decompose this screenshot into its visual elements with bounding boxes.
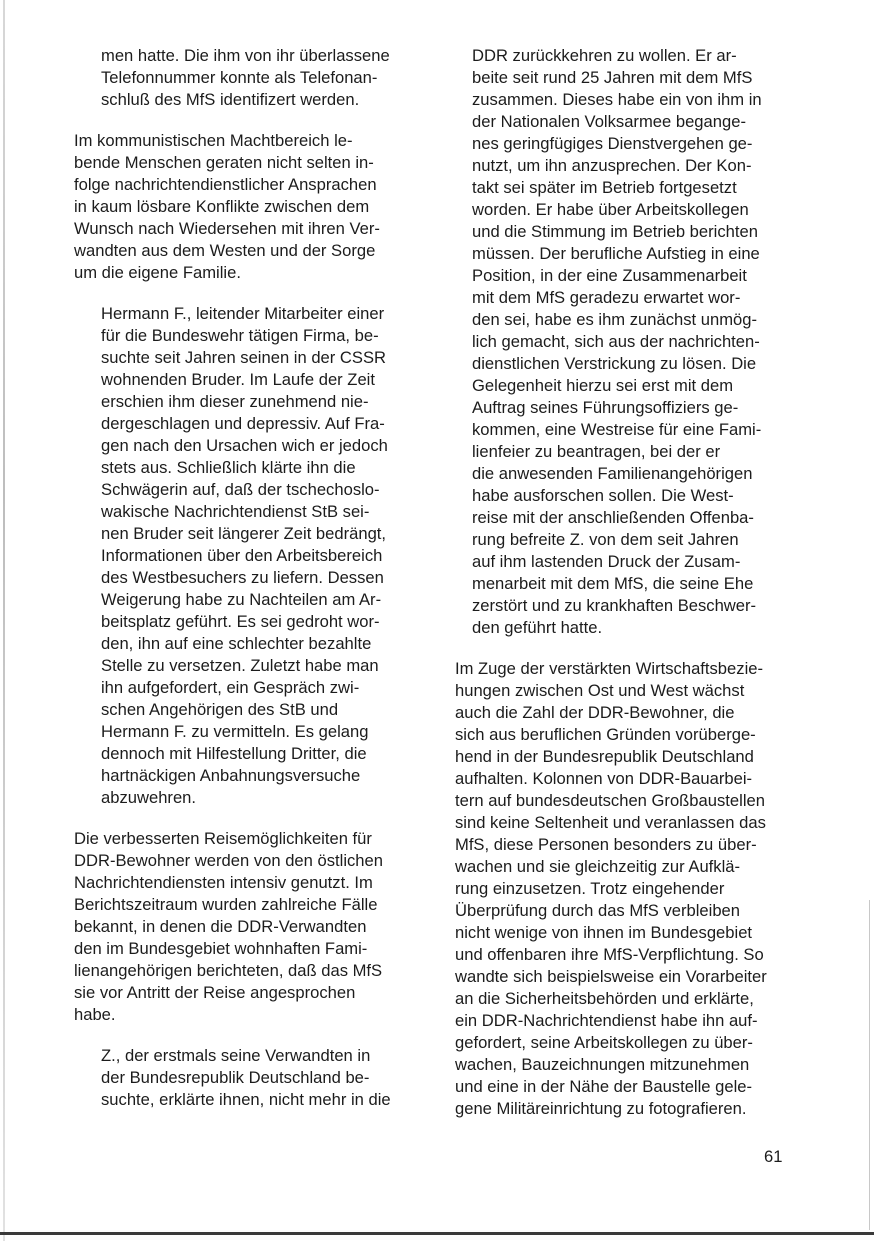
- text-line: der Bundesrepublik Deutschland be-: [101, 1068, 370, 1087]
- text-line: Die verbesserten Reisemöglichkeiten für: [74, 829, 372, 848]
- text-line: tern auf bundesdeutschen Großbaustellen: [455, 791, 765, 810]
- text-line: Wunsch nach Wiedersehen mit ihren Ver-: [74, 219, 380, 238]
- text-line: takt sei später im Betrieb fortgesetzt: [472, 178, 737, 197]
- text-line: Schwägerin auf, daß der tschechoslo-: [101, 480, 380, 499]
- text-line: rung befreite Z. von dem seit Jahren: [472, 530, 739, 549]
- text-line: erschien ihm dieser zunehmend nie-: [101, 392, 369, 411]
- text-line: gene Militäreinrichtung zu fotografieren.: [455, 1099, 747, 1118]
- text-line: DDR-Bewohner werden von den östlichen: [74, 851, 383, 870]
- text-line: menarbeit mit dem MfS, die seine Ehe: [472, 574, 754, 593]
- text-line: Weigerung habe zu Nachteilen am Ar-: [101, 590, 382, 609]
- text-line: Hermann F., leitender Mitarbeiter einer: [101, 304, 385, 323]
- text-line: der Nationalen Volksarmee begange-: [472, 112, 746, 131]
- text-line: Überprüfung durch das MfS verbleiben: [455, 901, 741, 920]
- text-line: bekannt, in denen die DDR-Verwandten: [74, 917, 367, 936]
- text-line: auch die Zahl der DDR-Bewohner, die: [455, 703, 735, 722]
- text-line: men hatte. Die ihm von ihr überlassene: [101, 46, 390, 65]
- text-line: Gelegenheit hierzu sei erst mit dem: [472, 376, 734, 395]
- text-line: schluß des MfS identifizert werden.: [101, 90, 360, 109]
- text-line: abzuwehren.: [101, 788, 197, 807]
- text-line: stets aus. Schließlich klärte ihn die: [101, 458, 356, 477]
- text-line: dienstlichen Verstrickung zu lösen. Die: [472, 354, 757, 373]
- text-line: dergeschlagen und depressiv. Auf Fra-: [101, 414, 385, 433]
- text-line: mit dem MfS geradezu erwartet wor-: [472, 288, 741, 307]
- text-line: Hermann F. zu vermitteln. Es gelang: [101, 722, 369, 741]
- text-line: ein DDR-Nachrichtendienst habe ihn auf-: [455, 1011, 758, 1030]
- text-line: hend in der Bundesrepublik Deutschland: [455, 747, 754, 766]
- text-line: Berichtszeitraum wurden zahlreiche Fälle: [74, 895, 378, 914]
- text-line: hungen zwischen Ost und West wächst: [455, 681, 745, 700]
- text-line: MfS, diese Personen besonders zu über-: [455, 835, 757, 854]
- body-paragraph: [74, 130, 419, 284]
- text-line: und offenbaren ihre MfS-Verpflichtung. So: [455, 945, 764, 964]
- text-line: wandte sich beispielsweise ein Vorarbeiter: [455, 967, 767, 986]
- text-line: sich aus beruflichen Gründen vorüberge-: [455, 725, 756, 744]
- text-line: lienfeier zu beantragen, bei der er: [472, 442, 721, 461]
- text-line: müssen. Der berufliche Aufstieg in eine: [472, 244, 760, 263]
- text-line: bende Menschen geraten nicht selten in-: [74, 153, 374, 172]
- text-line: aufhalten. Kolonnen von DDR-Bauarbei-: [455, 769, 753, 788]
- text-line: den sei, habe es ihm zunächst unmög-: [472, 310, 758, 329]
- right-column: [455, 45, 790, 1120]
- text-line: den im Bundesgebiet wohnhaften Fami-: [74, 939, 368, 958]
- text-line: Im Zuge der verstärkten Wirtschaftsbezie-: [455, 659, 764, 678]
- text-line: wakische Nachrichtendienst StB sei-: [101, 502, 370, 521]
- text-line: kommen, eine Westreise für eine Fami-: [472, 420, 762, 439]
- text-line: gefordert, seine Arbeitskollegen zu über-: [455, 1033, 753, 1052]
- text-line: Stelle zu versetzen. Zuletzt habe man: [101, 656, 379, 675]
- text-line: in kaum lösbare Konflikte zwischen dem: [74, 197, 370, 216]
- scan-edge-left: [3, 0, 5, 1241]
- scan-edge-bottom: [0, 1232, 874, 1235]
- text-line: gen nach den Ursachen wich er jedoch: [101, 436, 388, 455]
- text-line: sie vor Antritt der Reise angesprochen: [74, 983, 356, 1002]
- text-line: Auftrag seines Führungsoffiziers ge-: [472, 398, 739, 417]
- text-line: um die eigene Familie.: [74, 263, 241, 282]
- text-line: wachen und sie gleichzeitig zur Aufklä-: [455, 857, 741, 876]
- text-line: Nachrichtendiensten intensiv genutzt. Im: [74, 873, 373, 892]
- text-line: zerstört und zu krankhaften Beschwer-: [472, 596, 757, 615]
- body-paragraph: [455, 658, 790, 1120]
- text-line: wachen, Bauzeichnungen mitzunehmen: [455, 1055, 750, 1074]
- text-line: an die Sicherheitsbehörden und erklärte,: [455, 989, 754, 1008]
- text-line: schen Angehörigen des StB und: [101, 700, 339, 719]
- text-line: Telefonnummer konnte als Telefonan-: [101, 68, 378, 87]
- text-line: habe ausforschen sollen. Die West-: [472, 486, 734, 505]
- text-line: reise mit der anschließenden Offenba-: [472, 508, 754, 527]
- left-column: [74, 45, 419, 1111]
- body-paragraph: [74, 828, 419, 1026]
- case-paragraph: [101, 1045, 419, 1111]
- text-line: die anwesenden Familienangehörigen: [472, 464, 753, 483]
- case-paragraph: [101, 45, 419, 111]
- text-line: rung einzusetzen. Trotz eingehender: [455, 879, 725, 898]
- text-line: Im kommunistischen Machtbereich le-: [74, 131, 353, 150]
- scan-edge-right: [869, 900, 870, 1230]
- text-line: suchte, erklärte ihnen, nicht mehr in die: [101, 1090, 391, 1109]
- text-line: und eine in der Nähe der Baustelle gele-: [455, 1077, 753, 1096]
- text-line: folge nachrichtendienstlicher Ansprachen: [74, 175, 377, 194]
- text-line: ihn aufgefordert, ein Gespräch zwi-: [101, 678, 360, 697]
- text-line: suchte seit Jahren seinen in der CSSR: [101, 348, 387, 367]
- text-line: worden. Er habe über Arbeitskollegen: [472, 200, 749, 219]
- text-line: auf ihm lastenden Druck der Zusam-: [472, 552, 741, 571]
- text-line: habe.: [74, 1005, 116, 1024]
- text-line: des Westbesuchers zu liefern. Dessen: [101, 568, 384, 587]
- text-line: nicht wenige von ihnen im Bundesgebiet: [455, 923, 753, 942]
- text-line: beitsplatz geführt. Es sei gedroht wor-: [101, 612, 380, 631]
- text-line: wohnenden Bruder. Im Laufe der Zeit: [101, 370, 375, 389]
- text-line: DDR zurückkehren zu wollen. Er ar-: [472, 46, 737, 65]
- case-paragraph: [472, 45, 790, 639]
- text-line: wandten aus dem Westen und der Sorge: [74, 241, 376, 260]
- text-line: Z., der erstmals seine Verwandten in: [101, 1046, 371, 1065]
- text-line: hartnäckigen Anbahnungsversuche: [101, 766, 361, 785]
- text-line: und die Stimmung im Betrieb berichten: [472, 222, 758, 241]
- text-line: zusammen. Dieses habe ein von ihm in: [472, 90, 762, 109]
- text-line: sind keine Seltenheit und veranlassen das: [455, 813, 766, 832]
- text-line: Position, in der eine Zusammenarbeit: [472, 266, 747, 285]
- text-line: nen Bruder seit längerer Zeit bedrängt,: [101, 524, 387, 543]
- text-line: lienangehörigen berichteten, daß das MfS: [74, 961, 383, 980]
- text-line: den, ihn auf eine schlechter bezahlte: [101, 634, 372, 653]
- text-line: für die Bundeswehr tätigen Firma, be-: [101, 326, 379, 345]
- text-line: lich gemacht, sich aus der nachrichten-: [472, 332, 760, 351]
- case-paragraph: [101, 303, 419, 809]
- text-line: beite seit rund 25 Jahren mit dem MfS: [472, 68, 753, 87]
- text-line: Informationen über den Arbeitsbereich: [101, 546, 383, 565]
- text-line: den geführt hatte.: [472, 618, 603, 637]
- text-line: dennoch mit Hilfestellung Dritter, die: [101, 744, 367, 763]
- text-line: nes geringfügiges Dienstvergehen ge-: [472, 134, 753, 153]
- text-line: nutzt, um ihn anzusprechen. Der Kon-: [472, 156, 752, 175]
- page-number: 61: [764, 1147, 783, 1166]
